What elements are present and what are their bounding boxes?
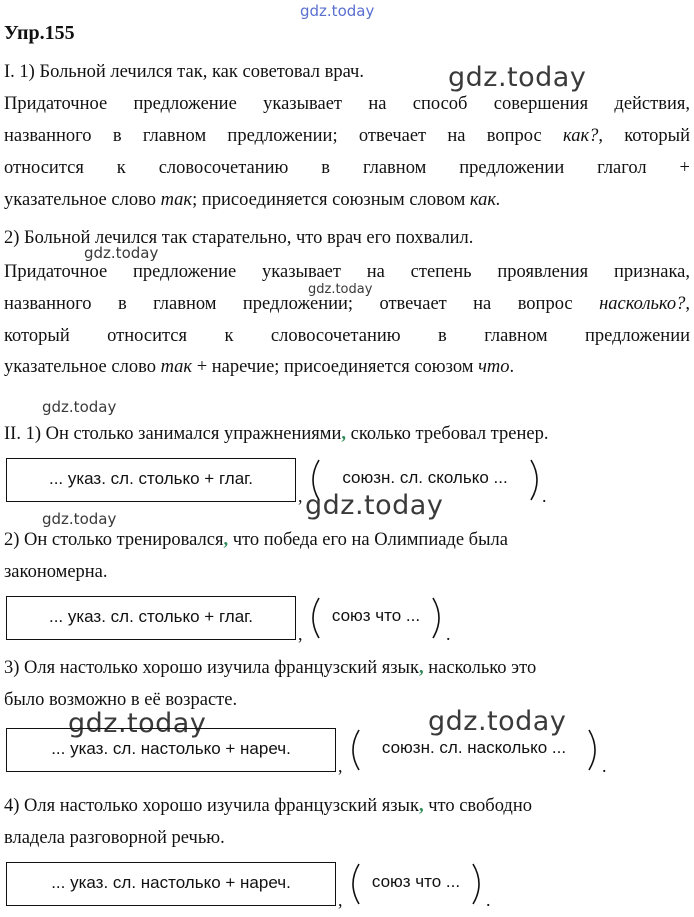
sentence-ii-4 bbox=[4, 796, 532, 817]
main-clause-bracket bbox=[6, 458, 296, 502]
subordinate-clause-text: союз что ... bbox=[371, 872, 461, 891]
explanation-1-line: относится к словосочетанию в главном предложении глагол + bbox=[4, 158, 690, 178]
text: указательное слово bbox=[4, 190, 161, 210]
subordinate-clause-paren bbox=[305, 596, 447, 638]
main-clause-bracket bbox=[6, 596, 296, 640]
comma: , bbox=[298, 624, 303, 644]
question: как? bbox=[563, 126, 599, 146]
text: + наречие; присоединяется союзом bbox=[192, 357, 479, 377]
explanation-1-line: Придаточное предложение указывает на способ совершения действия, bbox=[4, 94, 690, 114]
text: названного в главном предложении; отвечает на вопрос bbox=[4, 294, 600, 314]
highlighted-comma: , bbox=[223, 530, 229, 550]
period: . bbox=[486, 890, 491, 910]
watermark: gdz.today bbox=[42, 510, 117, 528]
text: II. 1) Он столько занимался упражнениями bbox=[4, 424, 342, 444]
keyword: так bbox=[160, 357, 193, 377]
watermark: gdz.today bbox=[300, 2, 375, 20]
page-title: Упр.155 bbox=[4, 22, 75, 44]
sentence-ii-2-cont: закономерна. bbox=[4, 562, 108, 582]
text: насколько это bbox=[423, 658, 537, 678]
comma: , bbox=[298, 486, 303, 506]
text: названного в главном предложении; отвечает на вопрос bbox=[4, 126, 563, 146]
explanation-2-line bbox=[4, 294, 690, 315]
main-clause-text: ... указ. сл. столько + глаг. bbox=[48, 469, 254, 488]
main-clause-text: ... указ. сл. настолько + нареч. bbox=[51, 873, 291, 892]
text: 4) Оля настолько хорошо изучила французский язык bbox=[4, 796, 419, 816]
subordinate-clause-text: союз что ... bbox=[331, 606, 421, 625]
text: 3) Оля настолько хорошо изучила французский язык bbox=[4, 658, 419, 678]
sentence-ii-3 bbox=[4, 658, 536, 679]
watermark: gdz.today bbox=[84, 244, 159, 262]
explanation-2-line bbox=[4, 357, 514, 378]
highlighted-comma: , bbox=[418, 658, 424, 678]
comma: , bbox=[338, 756, 343, 776]
main-clause-bracket bbox=[6, 728, 336, 772]
explanation-1-line bbox=[4, 190, 501, 211]
sentence-ii-3-cont: было возможно в её возрасте. bbox=[4, 690, 238, 710]
sentence-ii-4-cont: владела разговорной речью. bbox=[4, 828, 225, 848]
text: 2) Он столько тренировался bbox=[4, 530, 224, 550]
explanation-2-line: который относится к словосочетанию в главном предложении bbox=[4, 326, 690, 346]
subordinate-clause-text: союзн. сл. сколько ... bbox=[342, 468, 508, 487]
sentence-2: 2) Больной лечился так старательно, что врач его похвалил. bbox=[4, 228, 474, 248]
text: что победа его на Олимпиаде была bbox=[228, 530, 508, 550]
period: . bbox=[602, 756, 607, 776]
text: , который bbox=[598, 126, 690, 146]
highlighted-comma: , bbox=[418, 796, 424, 816]
watermark: gdz.today bbox=[448, 62, 587, 93]
watermark: gdz.today bbox=[68, 708, 207, 739]
keyword: как. bbox=[469, 190, 501, 210]
text: ; присоединяется союзным словом bbox=[192, 190, 470, 210]
main-clause-bracket bbox=[6, 862, 336, 906]
keyword: так bbox=[160, 190, 193, 210]
text: , bbox=[685, 294, 690, 314]
watermark: gdz.today bbox=[305, 490, 444, 521]
explanation-1-line bbox=[4, 126, 690, 147]
period: . bbox=[542, 486, 547, 506]
subordinate-clause-paren bbox=[345, 862, 487, 904]
subordinate-clause-text: союзн. сл. насколько ... bbox=[381, 738, 567, 757]
text: сколько требовал тренер. bbox=[346, 424, 549, 444]
sentence-1: I. 1) Больной лечился так, как советовал врач. bbox=[4, 62, 364, 82]
text: . bbox=[509, 357, 515, 377]
keyword: что bbox=[478, 357, 510, 377]
text: что свободно bbox=[423, 796, 532, 816]
sentence-ii-2 bbox=[4, 530, 508, 551]
main-clause-text: ... указ. сл. настолько + нареч. bbox=[51, 739, 291, 758]
text: указательное слово bbox=[4, 357, 161, 377]
comma: , bbox=[338, 890, 343, 910]
watermark: gdz.today bbox=[428, 706, 567, 737]
explanation-2-line: Придаточное предложение указывает на степень проявления признака, bbox=[4, 262, 690, 282]
subordinate-clause-paren bbox=[345, 728, 603, 770]
main-clause-text: ... указ. сл. столько + глаг. bbox=[48, 607, 254, 626]
watermark: gdz.today bbox=[308, 282, 373, 297]
question: насколько? bbox=[599, 294, 686, 314]
subordinate-clause-paren bbox=[305, 458, 545, 500]
period: . bbox=[446, 624, 451, 644]
watermark: gdz.today bbox=[42, 398, 117, 416]
sentence-ii-1 bbox=[4, 424, 548, 445]
highlighted-comma: , bbox=[341, 424, 347, 444]
